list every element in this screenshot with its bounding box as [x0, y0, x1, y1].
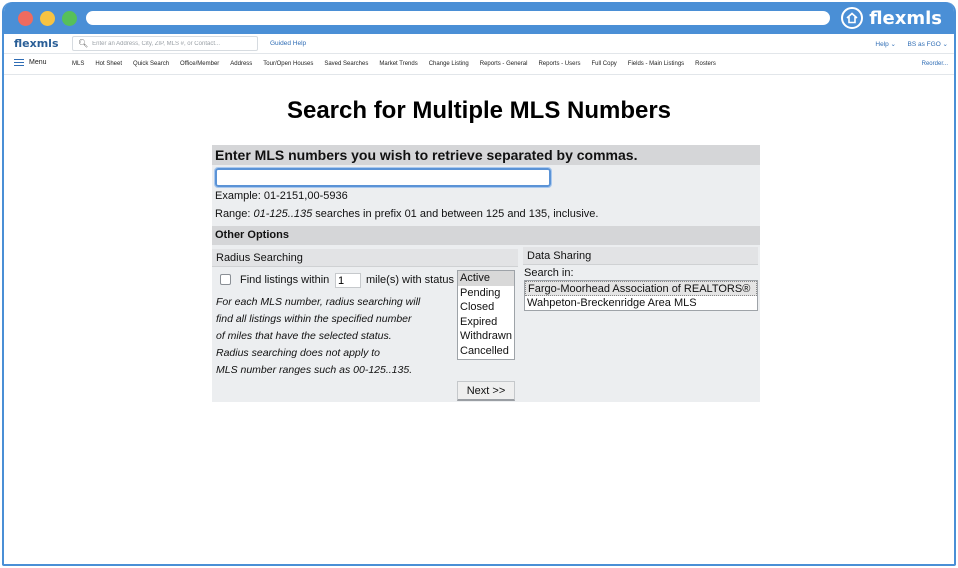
minimize-window-button[interactable] [40, 11, 55, 26]
page-title: Search for Multiple MLS Numbers [286, 97, 672, 124]
browser-window [2, 2, 956, 566]
status-option-withdrawn[interactable]: Withdrawn [460, 330, 512, 342]
menu-item-hot-sheet[interactable]: Hot Sheet [95, 61, 123, 67]
menu-item-market-trends[interactable]: Market Trends [379, 61, 418, 67]
menu-item-change-listing[interactable]: Change Listing [428, 61, 469, 67]
menu-item-address[interactable]: Address [230, 61, 253, 67]
menu-item-saved-searches[interactable]: Saved Searches [324, 61, 369, 67]
top-navigation [4, 34, 954, 54]
brand [841, 6, 942, 30]
menu-bar [4, 55, 954, 75]
flexmls-home-icon [841, 7, 863, 29]
hamburger-icon [14, 59, 24, 66]
status-option-active[interactable]: Active [458, 271, 514, 286]
menu-item-quick-search[interactable]: Quick Search [133, 61, 170, 67]
app-logo[interactable]: flexmls [14, 37, 59, 50]
other-options-header: Other Options [212, 226, 760, 245]
radius-miles-input[interactable] [335, 273, 361, 288]
find-listings-label: Find listings within [240, 274, 330, 286]
range-prefix: Range: [215, 208, 254, 220]
status-listbox[interactable] [457, 270, 515, 360]
radius-search-checkbox[interactable] [220, 274, 231, 285]
brand-name: flexmls [869, 7, 942, 29]
range-text [215, 208, 598, 220]
status-option-pending[interactable]: Pending [460, 286, 501, 299]
radius-searching-title: Radius Searching [212, 249, 518, 267]
close-window-button[interactable] [18, 11, 33, 26]
menu-item-reports-general[interactable]: Reports - General [479, 61, 528, 67]
radius-note-line: MLS number ranges such as 00-125..135. [216, 364, 413, 376]
menu-item-office-member[interactable]: Office/Member [180, 61, 220, 67]
search-in-label: Search in: [524, 267, 574, 279]
radius-note-line: of miles that have the selected status. [216, 330, 392, 342]
reorder-link[interactable]: Reorder... [921, 61, 948, 67]
radius-note-line: find all listings within the specified number [216, 313, 412, 325]
radius-searching-section [212, 246, 518, 381]
menu-item-rosters[interactable]: Rosters [695, 61, 716, 67]
menu-item-fields-main-listings[interactable]: Fields - Main Listings [627, 61, 685, 67]
search-icon: 🔍︎ [78, 39, 89, 48]
menu-item-full-copy[interactable]: Full Copy [591, 61, 617, 67]
range-example: 01-125..135 [253, 208, 313, 220]
global-search[interactable] [72, 36, 258, 51]
miles-status-label: mile(s) with status [366, 274, 455, 286]
menu-items [72, 61, 727, 67]
mls-numbers-input[interactable] [215, 168, 551, 187]
form-header: Enter MLS numbers you wish to retrieve separated by commas. [212, 145, 760, 165]
range-suffix: searches in prefix 01 and between 125 and 135, inclusive. [312, 208, 599, 220]
data-sharing-listbox[interactable] [524, 280, 758, 311]
next-button[interactable]: Next >> [457, 381, 515, 401]
browser-titlebar [4, 2, 954, 34]
multiple-mls-form [212, 145, 760, 402]
status-option-closed[interactable]: Closed [460, 301, 495, 313]
menu-button[interactable] [14, 59, 47, 66]
sharing-option-fargo-moorhead[interactable]: Fargo-Moorhead Association of REALTORS® [525, 281, 757, 296]
status-option-expired[interactable]: Expired [460, 315, 498, 328]
example-text: Example: 01-2151,00-5936 [215, 190, 348, 202]
search-input[interactable] [92, 41, 252, 47]
menu-label: Menu [29, 59, 47, 66]
menu-item-mls[interactable]: MLS [72, 61, 85, 67]
menu-item-reports-users[interactable]: Reports - Users [538, 61, 581, 67]
data-sharing-section [523, 246, 760, 381]
data-sharing-title: Data Sharing [523, 247, 758, 265]
radius-note-line: For each MLS number, radius searching will [216, 296, 421, 308]
maximize-window-button[interactable] [62, 11, 77, 26]
status-option-cancelled[interactable]: Cancelled [460, 344, 509, 357]
help-menu[interactable]: Help ⌄ [875, 41, 896, 48]
menu-item-tour-open-houses[interactable]: Tour/Open Houses [263, 61, 314, 67]
sharing-option-wahpeton-breckenridge[interactable]: Wahpeton-Breckenridge Area MLS [527, 296, 697, 309]
radius-note [216, 294, 456, 379]
radius-note-line: Radius searching does not apply to [216, 347, 381, 359]
guided-help-link[interactable]: Guided Help [270, 40, 307, 47]
address-bar[interactable] [86, 11, 830, 25]
user-menu[interactable]: BS as FGO ⌄ [907, 41, 948, 48]
